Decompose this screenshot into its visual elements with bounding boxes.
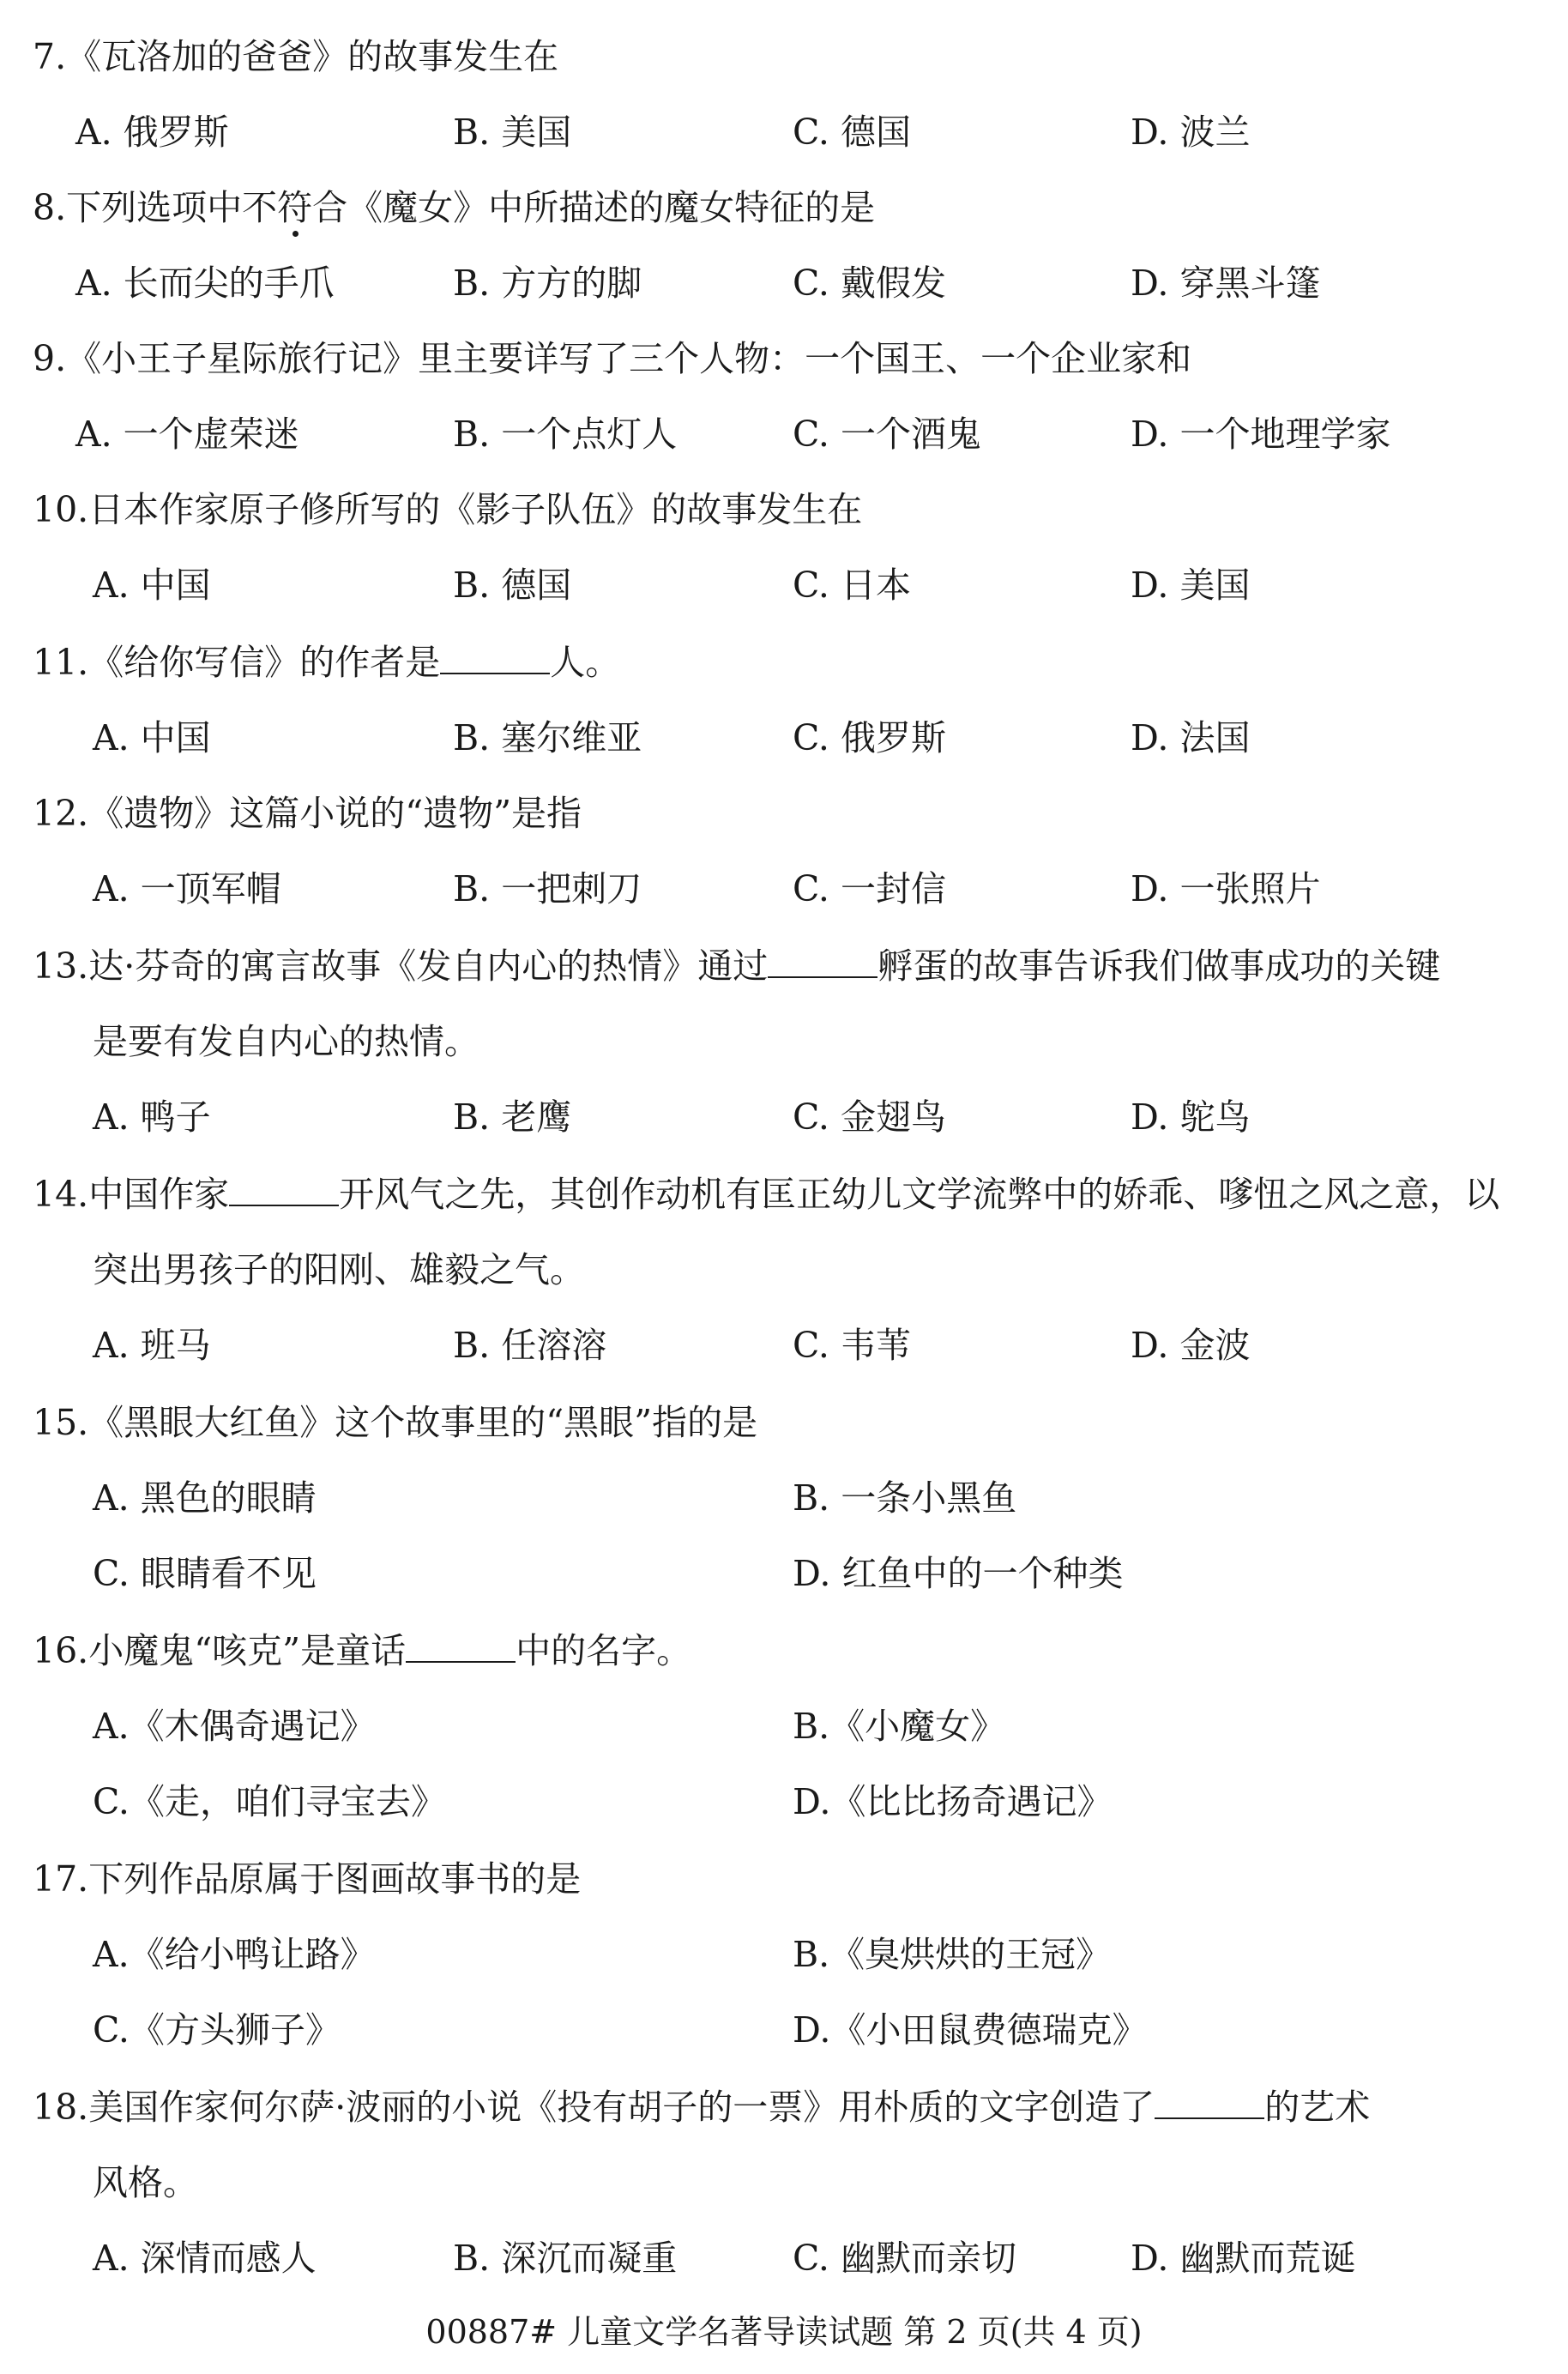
question-number: 17.	[33, 1858, 89, 1900]
answer-blank	[440, 643, 550, 674]
question-stem-part: 达·芬奇的寓言故事《发自内心的热情》通过	[88, 945, 769, 987]
question-10	[33, 484, 1551, 535]
option-d: D.《比比扬奇遇记》	[793, 1781, 1113, 1822]
question-number: 7.	[33, 36, 67, 77]
option-c: C. 日本	[793, 565, 911, 606]
question-continuation: 风格。	[93, 2162, 198, 2203]
question-stem-part: 下列选项中	[66, 187, 243, 228]
question-number: 12.	[33, 793, 89, 834]
answer-blank	[229, 1175, 339, 1206]
question-stem-part: 人。	[550, 642, 621, 683]
page-footer: 00887# 儿童文学名著导读试题 第 2 页(共 4 页)	[425, 2313, 1143, 2351]
question-number: 15.	[33, 1402, 89, 1443]
option-d: D. 一个地理学家	[1131, 414, 1391, 455]
option-c: C. 一个酒鬼	[793, 414, 981, 455]
option-c: C. 眼睛看不见	[93, 1553, 317, 1594]
question-number: 10.	[33, 489, 89, 530]
question-number: 16.	[33, 1630, 89, 1671]
option-a: A. 鸭子	[93, 1096, 211, 1138]
option-d: D. 美国	[1131, 565, 1251, 606]
question-stem: 《瓦洛加的爸爸》的故事发生在	[66, 36, 559, 77]
question-13	[33, 940, 1551, 992]
option-a: A. 长而尖的手爪	[75, 263, 335, 304]
question-14	[33, 1169, 1551, 1220]
question-stem-part: 小魔鬼“咳克”是童话	[88, 1630, 407, 1671]
option-c: C. 戴假发	[793, 263, 946, 304]
option-b: B. 一个点灯人	[453, 414, 678, 455]
option-b: B. 一把刺刀	[453, 868, 642, 909]
option-b: B. 深沉而凝重	[453, 2238, 678, 2279]
question-8	[33, 182, 1551, 233]
option-a: A. 班马	[93, 1325, 211, 1366]
option-b: B. 方方的脚	[453, 263, 642, 304]
answer-blank	[1155, 2088, 1264, 2119]
question-stem: 《遗物》这篇小说的“遗物”是指	[88, 793, 582, 834]
option-d: D. 波兰	[1131, 112, 1251, 153]
question-15	[33, 1397, 1551, 1448]
question-9	[33, 333, 1551, 384]
question-stem-part: 《给你写信》的作者是	[88, 642, 441, 683]
question-number: 13.	[33, 945, 89, 987]
option-d: D. 鸵鸟	[1131, 1096, 1251, 1138]
option-c: C. 韦苇	[793, 1325, 911, 1366]
question-stem: 日本作家原子修所写的《影子队伍》的故事发生在	[88, 489, 863, 530]
question-stem-part: 《魔女》中所描述的魔女特征的是	[347, 187, 876, 228]
question-16	[33, 1625, 1551, 1676]
option-a: A. 中国	[93, 565, 211, 606]
option-c: C. 俄罗斯	[793, 717, 946, 758]
option-a: A. 一顶军帽	[93, 868, 281, 909]
option-a: A. 一个虚荣迷	[75, 414, 299, 455]
option-a: A.《给小鸭让路》	[93, 1934, 376, 1975]
question-17	[33, 1853, 1551, 1905]
option-a: A. 中国	[93, 717, 211, 758]
question-stem-part: 中的名字。	[516, 1630, 692, 1671]
option-c: C. 一封信	[793, 868, 946, 909]
question-number: 14.	[33, 1174, 89, 1215]
option-a: A. 黑色的眼睛	[93, 1477, 317, 1519]
option-c: C.《走，咱们寻宝去》	[93, 1781, 446, 1822]
option-c: C. 德国	[793, 112, 911, 153]
option-b: B. 一条小黑鱼	[793, 1477, 1017, 1519]
question-12	[33, 788, 1551, 839]
option-c: C. 幽默而亲切	[793, 2238, 1016, 2279]
question-number: 11.	[33, 642, 89, 683]
question-stem-part: 孵蛋的故事告诉我们做事成功的关键	[877, 945, 1441, 987]
option-d: D. 穿黑斗篷	[1131, 263, 1321, 304]
option-a: A. 深情而感人	[93, 2238, 317, 2279]
option-b: B. 任溶溶	[453, 1325, 607, 1366]
option-c: C. 金翅鸟	[793, 1096, 946, 1138]
question-stem-part: 开风气之先，其创作动机有匡正幼儿文学流弊中的娇乖、嗲忸之风之意，以	[339, 1174, 1500, 1215]
option-b: B. 德国	[453, 565, 572, 606]
answer-blank	[768, 947, 877, 978]
question-7	[33, 31, 1551, 82]
question-stem-part: 的艺术	[1264, 2087, 1371, 2128]
emphasized-text: 不符合	[242, 187, 348, 228]
option-a: A.《木偶奇遇记》	[93, 1706, 376, 1747]
option-b: B. 塞尔维亚	[453, 717, 642, 758]
option-a: A. 俄罗斯	[75, 112, 229, 153]
answer-blank	[406, 1632, 516, 1663]
question-stem-part: 中国作家	[88, 1174, 230, 1215]
question-number: 18.	[33, 2087, 89, 2128]
option-c: C.《方头狮子》	[93, 2009, 341, 2051]
option-d: D. 法国	[1131, 717, 1251, 758]
question-stem-part: 美国作家何尔萨·波丽的小说《投有胡子的一票》用朴质的文字创造了	[88, 2087, 1155, 2128]
option-b: B. 老鹰	[453, 1096, 572, 1138]
question-continuation: 是要有发自内心的热情。	[93, 1021, 479, 1062]
option-d: D. 幽默而荒诞	[1131, 2238, 1356, 2279]
option-d: D. 一张照片	[1131, 868, 1321, 909]
option-b: B.《小魔女》	[793, 1706, 1006, 1747]
question-11	[33, 637, 1551, 688]
question-number: 9.	[33, 338, 67, 379]
question-18	[33, 2081, 1551, 2133]
question-stem: 《黑眼大红鱼》这个故事里的“黑眼”指的是	[88, 1402, 758, 1443]
question-number: 8.	[33, 187, 67, 228]
option-d: D. 金波	[1131, 1325, 1251, 1366]
question-stem: 下列作品原属于图画故事书的是	[88, 1858, 582, 1900]
option-d: D. 红鱼中的一个种类	[793, 1553, 1124, 1594]
question-continuation: 突出男孩子的阳刚、雄毅之气。	[93, 1249, 585, 1290]
option-b: B.《臭烘烘的王冠》	[793, 1934, 1112, 1975]
option-b: B. 美国	[453, 112, 572, 153]
question-stem: 《小王子星际旅行记》里主要详写了三个人物：一个国王、一个企业家和	[66, 338, 1192, 379]
option-d: D.《小田鼠费德瑞克》	[793, 2009, 1148, 2051]
